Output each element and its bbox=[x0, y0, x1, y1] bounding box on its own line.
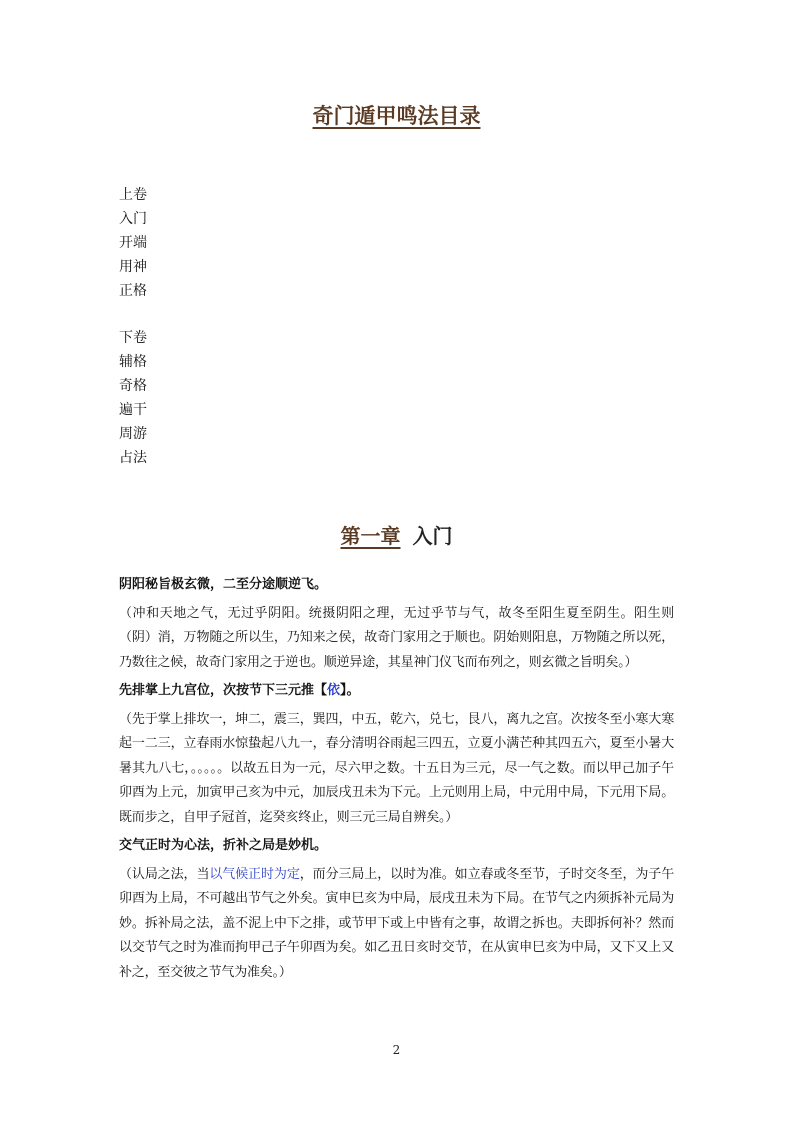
chapter-title bbox=[0, 520, 793, 549]
heading-highlight: 依 bbox=[327, 683, 341, 698]
chapter-content bbox=[119, 573, 674, 989]
section-body: （冲和天地之气，无过乎阴阳。统摄阴阳之理，无过乎节与气，故冬至阳生夏至阴生。阳生则（阴）消，万物随之所以生，乃知来之侯，故奇门家用之于顺也。阴始则阳息，万物随之所以死，乃数往之候，故奇门家用之于逆也。顺逆异途，其星神门仪飞而布列之，则玄微之旨明矣。） bbox=[119, 605, 674, 670]
toc-upper-volume bbox=[119, 183, 147, 303]
toc-item: 周游 bbox=[119, 426, 147, 442]
toc-item: 开端 bbox=[119, 235, 147, 251]
section-heading: 阴阳秘旨极玄微，二至分途顺逆飞。 bbox=[119, 577, 328, 592]
body-text: ，而分三局上，以时为准。如立春或冬至节，子时交冬至，为子午卯酉为上局，不可越出节气之外矣。寅申巳亥为中局，辰戌丑未为下局。在节气之内须拆补元局为妙。拆补局之法，盖不泥上中下之排，或节甲下或上中皆有之事，故谓之拆也。夫即拆何补？然而以交节气之时为准而拘甲己子午卯酉为矣。如乙丑日亥时交节，在从寅申巳亥为中局，又下又上又补之，至交彼之节气为准矣。） bbox=[119, 866, 675, 980]
toc-item: 遍干 bbox=[119, 402, 147, 418]
heading-bracket-close: 】。 bbox=[340, 683, 360, 698]
section-body: （先于掌上排坎一，坤二，震三，巽四，中五，乾六，兑七，艮八，离九之宫。次按冬至小寒大寒起一二三，立春雨水惊蛰起八九一，春分清明谷雨起三四五，立夏小满芒种其四五六，夏至小暑大暑其九八七，。。。。。以故五日为一元，尽六甲之数。十五日为三元，尽一气之数。而以甲己加子午卯酉为上元，加寅甲己亥为中元，加辰戌丑未为下元。上元则用上局，中元用中局，下元用下局。既而步之，自甲子冠首，迄癸亥终止，则三元三局自辨矣。） bbox=[119, 711, 674, 825]
section-heading: 交气正时为心法，折补之局是妙机。 bbox=[119, 838, 328, 853]
section-heading-text: 先排掌上九宫位，次按节下三元推 bbox=[119, 683, 315, 698]
chapter-name: 入门 bbox=[412, 524, 453, 548]
toc-item: 奇格 bbox=[119, 378, 147, 394]
section-body bbox=[119, 863, 674, 986]
toc-item: 辅格 bbox=[119, 354, 147, 370]
toc-lower-volume bbox=[119, 326, 147, 470]
document-title: 奇门遁甲鸣法目录 bbox=[312, 104, 481, 128]
toc-item: 入门 bbox=[119, 211, 147, 227]
toc-volume-label: 上卷 bbox=[119, 187, 147, 203]
chapter-number: 第一章 bbox=[340, 524, 401, 548]
toc-item: 正格 bbox=[119, 283, 147, 299]
heading-bracket-open: 【 bbox=[314, 683, 328, 698]
section-heading bbox=[119, 679, 674, 704]
body-text: （认局之法，当 bbox=[119, 866, 210, 882]
toc-item: 占法 bbox=[119, 450, 147, 466]
body-highlight: 以气候正时为定 bbox=[209, 866, 300, 882]
toc-item: 用神 bbox=[119, 259, 147, 275]
toc-volume-label: 下卷 bbox=[119, 330, 147, 346]
page-number: 2 bbox=[392, 1043, 401, 1057]
